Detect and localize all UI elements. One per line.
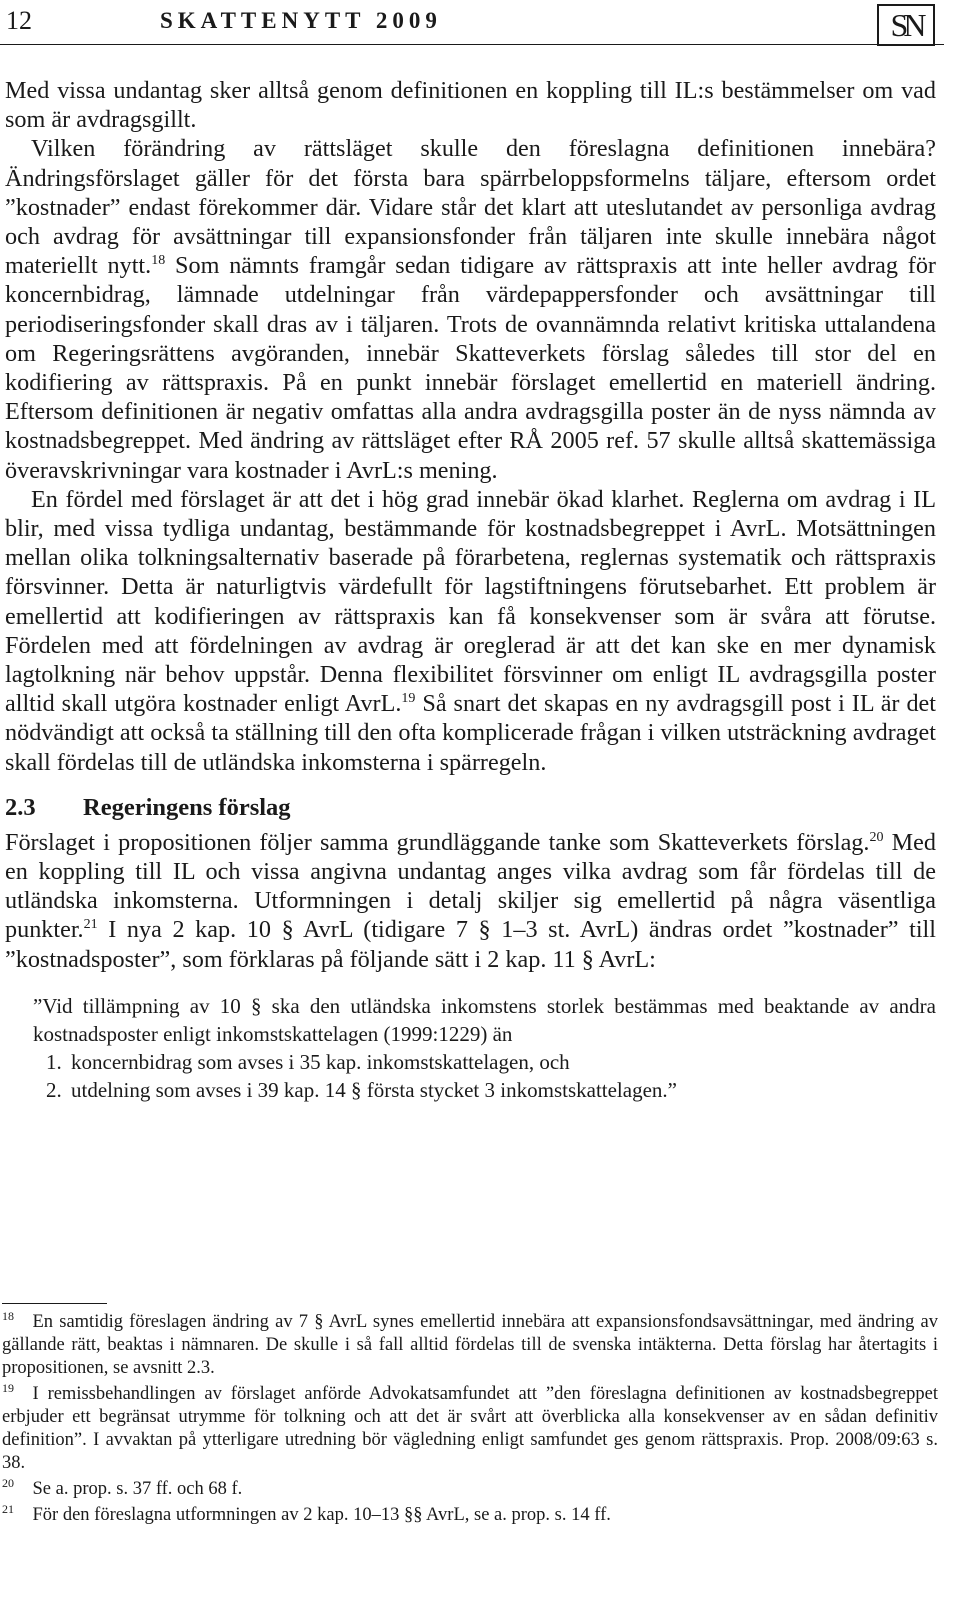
footnotes bbox=[2, 1311, 938, 1530]
journal-logo: SN bbox=[877, 4, 935, 46]
footnote-ref[interactable]: 20 bbox=[869, 829, 884, 845]
footnote: $^{20}$ Se a. prop. s. 37 ff. och 68 f. bbox=[2, 1476, 243, 1499]
footnote-ref[interactable]: 21 bbox=[83, 917, 98, 933]
page-number: 12 bbox=[6, 6, 32, 35]
footnote-ref[interactable]: 18 bbox=[151, 253, 166, 269]
section-number: 2.3 bbox=[5, 793, 36, 821]
footnote: $^{18}$ En samtidig föreslagen ändring av 7 § AvrL synes emellertid innebära att expansionsfondsavsättningar, med ändring av gällande rätt, beaktas i nämnaren. De skulle i så fall alltid fördelas till de svenska intäkterna. Detta förslag har återtagits i propositionen, se avsnitt 2.3. bbox=[2, 1309, 938, 1378]
header-rule bbox=[0, 44, 944, 45]
journal-title: SKATTENYTT 2009 bbox=[160, 8, 442, 33]
footnote-divider bbox=[2, 1303, 107, 1304]
page-header bbox=[0, 0, 960, 48]
footnote-ref[interactable]: 19 bbox=[401, 691, 416, 707]
list-item: 2. utdelning som avses i 39 kap. 14 § första stycket 3 inkomstskattelagen.” bbox=[67, 1076, 936, 1104]
paragraph: En fördel med förslaget är att det i hög grad innebär ökad klarhet. Reglerna om avdrag i IL blir, med vissa tydliga undantag, bestämmande för kostnadsbegreppet i AvrL. Motsättningen mellan olika tolkningsalternativ baserade på förarbetena, reglernas systematik och rättspraxis försvinner. Detta är naturligtvis värdefullt för lagstiftningens förutsebarhet. Ett problem är emellertid att kodifieringen av rättspraxis kan få konsekvenser som är svåra att förutse. Fördelen med att fördelningen av avdrag är oreglerad är att det kan ske en mer dynamisk lagtolkning när behov uppstår. Denna flexibilitet försvinner om enligt IL avdragsgilla poster alltid skall utgöra kostnader enligt AvrL.$^{19}$ Så snart det skapas en ny avdragsgill post i IL är det nödvändigt att också ta ställning till den ofta komplicerade frågan i vilken utsträckning avdraget skall fördelas till de utländska inkomsterna i spärregeln. bbox=[5, 485, 936, 776]
quote-intro: ”Vid tillämpning av 10 § ska den utländska inkomstens storlek bestämmas med beaktande av andra kostnadsposter enligt inkomstskattelagen (1999:1229) än bbox=[33, 993, 936, 1046]
footnote: $^{19}$ I remissbehandlingen av förslaget anförde Advokatsamfundet att ”den föreslagna definitionen av kostnadsbegreppet erbjuder ett begränsat utrymme för tolkning och att det är svårt att överblicka alla konsekvenser av en sådan definitiv definition”. I avvaktan på ytterligare utredning bör vägledning enligt samfundet ges genom rättspraxis. Prop. 2008/09:63 s. 38. bbox=[2, 1381, 938, 1473]
section-heading bbox=[5, 793, 936, 822]
list-item: 1. koncernbidrag som avses i 35 kap. inkomstskattelagen, och bbox=[67, 1048, 936, 1076]
quote-list bbox=[33, 1048, 936, 1104]
paragraph: Med vissa undantag sker alltså genom definitionen en koppling till IL:s bestämmelser om vad som är avdragsgillt. bbox=[5, 77, 936, 134]
paragraph: Förslaget i propositionen följer samma grundläggande tanke som Skatteverkets förslag.$^{20}$ Med en koppling till IL och vissa angivna undantag anges vilka avdrag som får fördelas till de utländska inkomsterna. Utformningen i detalj skiljer sig emellertid på några väsentliga punkter.$^{21}$ I nya 2 kap. 10 § AvrL (tidigare 7 § 1–3 st. AvrL) ändras ordet ”kostnader” till ”kostnadsposter”, som förklaras på följande sätt i 2 kap. 11 § AvrL: bbox=[5, 828, 936, 973]
body-text bbox=[5, 76, 936, 1104]
paragraph: Vilken förändring av rättsläget skulle den föreslagna definitionen innebära? Ändringsförslaget gäller för det första bara spärrbeloppsformelns täljare, eftersom ordet ”kostnader” endast förekommer där. Vidare står det klart att uteslutandet av personliga avdrag och avdrag för avsättningar till expansionsfonder från täljaren inte skulle innebära något materiellt nytt.$^{18}$ Som nämnts framgår sedan tidigare av rättspraxis att inte heller avdrag för koncernbidrag, lämnade utdelningar från värdepappersfonder och avsättningar till periodiseringsfonder skall dras av i täljaren. Trots de ovannämnda relativt kritiska uttalandena om Regeringsrättens avgöranden, innebär Skatteverkets förslag således till stor del en kodifiering av rättspraxis. På en punkt innebär förslaget emellertid en materiell ändring. Eftersom definitionen är negativ omfattas alla andra avdragsgilla poster än de nyss nämnda av kostnadsbegreppet. Med ändring av rättsläget efter RÅ 2005 ref. 57 skulle alltså skattemässiga överavskrivningar vara kostnader i AvrL:s mening. bbox=[5, 135, 936, 484]
block-quote bbox=[5, 992, 936, 1104]
section-title: Regeringens förslag bbox=[83, 793, 291, 821]
footnote: $^{21}$ För den föreslagna utformningen av 2 kap. 10–13 §§ AvrL, se a. prop. s. 14 ff. bbox=[2, 1502, 611, 1525]
